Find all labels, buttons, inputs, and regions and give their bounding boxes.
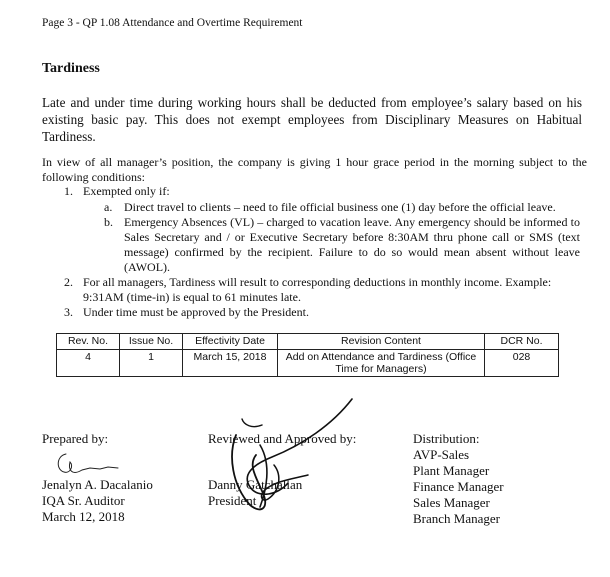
distribution-item: AVP-Sales (413, 447, 470, 462)
column-header: Rev. No. (57, 334, 120, 350)
table-header-row (57, 334, 559, 350)
exemption-item (104, 200, 580, 215)
table-row (57, 350, 559, 377)
deduction-paragraph: Late and under time during working hours shall be deducted from employee’s salary based on his existing basic pay. This does not exempt employees from Disciplinary Measures on Habitual Tardiness. (42, 95, 582, 144)
preparer-title: IQA Sr. Auditor (42, 493, 125, 508)
exemption-text: Direct travel to clients – need to file official business one (1) day before the official leave. (124, 200, 556, 214)
exemption-item (104, 215, 580, 275)
reviewer-title: President (208, 493, 257, 508)
exemption-marker: b. (104, 215, 113, 229)
reviewed-by-block (208, 477, 302, 509)
revision-table (56, 333, 559, 377)
column-header: Effectivity Date (183, 334, 278, 350)
condition-item (64, 275, 582, 305)
table-cell: March 15, 2018 (183, 350, 278, 377)
reviewer-name: Danny Gatchalian (208, 477, 303, 492)
preparer-date: March 12, 2018 (42, 509, 125, 524)
grace-period-paragraph: In view of all manager’s position, the company is giving 1 hour grace period in the morning subject to the following conditions: (42, 155, 587, 184)
condition-item (64, 305, 309, 320)
preparer-name: Jenalyn A. Dacalanio (42, 477, 153, 492)
condition-text: Exempted only if: (83, 184, 170, 198)
table-cell: 1 (120, 350, 183, 377)
section-title: Tardiness (42, 61, 100, 76)
table-cell: 4 (57, 350, 120, 377)
distribution-item: Finance Manager (413, 479, 504, 494)
condition-text: Under time must be approved by the President. (83, 305, 309, 319)
condition-text: For all managers, Tardiness will result to corresponding deductions in monthly income. Example: 9:31AM (time-in) is equal to 61 minutes late. (83, 275, 552, 304)
distribution-item: Plant Manager (413, 463, 490, 478)
column-header: Issue No. (120, 334, 183, 350)
distribution-item: Sales Manager (413, 495, 490, 510)
condition-marker: 3. (64, 305, 73, 319)
table-cell: 028 (485, 350, 559, 377)
reviewed-by-label: Reviewed and Approved by: (208, 431, 357, 446)
distribution-block (413, 431, 504, 527)
exemption-marker: a. (104, 200, 113, 214)
prepared-by-block (42, 477, 153, 525)
prepared-by-label: Prepared by: (42, 431, 109, 446)
condition-marker: 2. (64, 275, 73, 289)
exemption-text: Emergency Absences (VL) – charged to vacation leave. Any emergency should be informed to Sales Secretary and / or Executive Secretary before 8:30AM thru phone call or SMS (text message) confirmed by the recipient. Failure to do so would mean absent without leave (AWOL). (124, 215, 580, 274)
table-cell: Add on Attendance and Tardiness (Office Time for Managers) (278, 350, 485, 377)
distribution-item: Branch Manager (413, 511, 500, 526)
column-header: Revision Content (278, 334, 485, 350)
distribution-label: Distribution: (413, 431, 480, 446)
condition-marker: 1. (64, 184, 73, 198)
page-header: Page 3 - QP 1.08 Attendance and Overtime Requirement (42, 17, 303, 29)
column-header: DCR No. (485, 334, 559, 350)
condition-item (64, 184, 170, 199)
